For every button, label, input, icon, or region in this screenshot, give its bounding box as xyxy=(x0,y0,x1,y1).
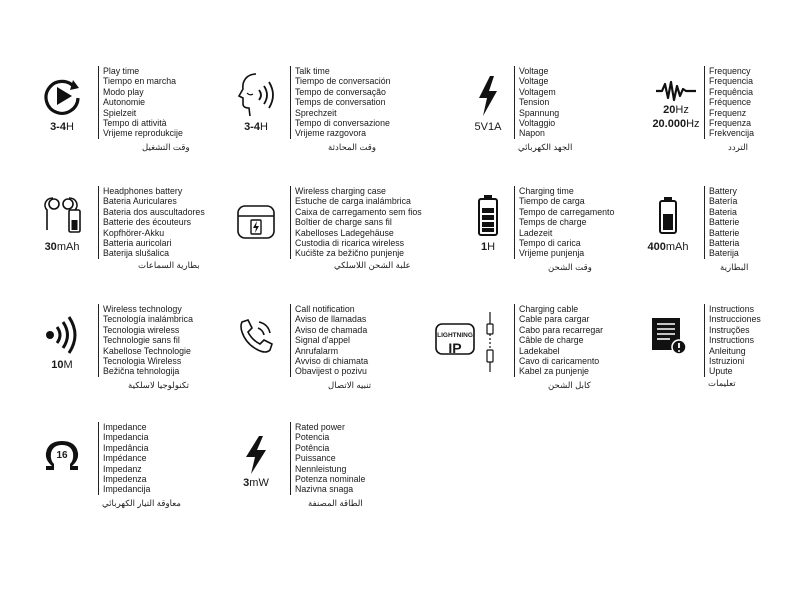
talk-time-labels: Talk time Tiempo de conversación Tempo de conversação Temps de conversation Sprechzeit Tempo di conversazione Vrijeme razgovora xyxy=(290,66,391,139)
play-time-labels: Play time Tiempo en marcha Modo play Autonomie Spielzeit Tempo di attività Vrijeme reprodukcije xyxy=(98,66,183,139)
instructions-arabic: تعليمات xyxy=(708,378,736,388)
wireless-case-arabic: علبة الشحن اللاسلكي xyxy=(334,260,411,270)
omega-icon xyxy=(22,438,102,474)
manual-icon xyxy=(628,316,708,356)
wireless-signal-icon xyxy=(22,316,102,354)
charging-time-arabic: وقت الشحن xyxy=(548,262,592,272)
wireless-tech-value: 10M xyxy=(51,359,73,371)
battery-arabic: البطارية xyxy=(720,262,749,272)
instructions-labels: Instructions Instrucciones Instruções Instructions Anleitung Istruzioni Upute xyxy=(704,304,761,377)
headphones-battery-labels: Headphones battery Bateria Auriculares Bateria dos auscultadores Batterie des écouteurs Kopfhörer-Akku Batteria auricolari Baterija slušalica xyxy=(98,186,205,259)
headphones-battery-value: 30mAh xyxy=(44,241,80,253)
wireless-tech-labels: Wireless technology Tecnología inalámbrica Tecnologia wireless Technologie sans fil Kabellose Technologie Tecnologia Wireless Bežična tehnologija xyxy=(98,304,193,377)
headphones-battery-arabic: بطارية السماعات xyxy=(138,260,200,270)
battery-icon xyxy=(628,196,708,234)
earbuds-icon xyxy=(22,194,102,234)
battery-value: 400mAh xyxy=(647,241,689,253)
lightning-cable-icon xyxy=(432,310,502,374)
voltage-value: 5V1A xyxy=(474,121,502,133)
charging-cable-labels: Charging cable Cable para cargar Cabo para recarregar Câble de charge Ladekabel Cavo di caricamento Kabel za punjenje xyxy=(514,304,603,377)
rated-power-arabic: الطاقة المصنفة xyxy=(308,498,363,508)
charging-time-labels: Charging time Tiempo de carga Tempo de carregamento Temps de charge Ladezeit Tempo di carica Vrijeme punjenja xyxy=(514,186,614,259)
talk-time-value: 3-4H xyxy=(244,121,268,133)
charging-case-icon xyxy=(216,204,296,240)
call-notification-arabic: تنبيه الاتصال xyxy=(328,380,372,390)
impedance-labels: Impedance Impedancia Impedância Impédance Impedanz Impedenza Impedancija xyxy=(98,422,150,495)
play-time-value: 3-4H xyxy=(50,121,74,133)
impedance-arabic: معاوقة التيار الكهربائي xyxy=(102,498,181,508)
rated-power-value: 3mW xyxy=(243,477,269,489)
frequency-value-high: 20.000Hz xyxy=(652,118,700,130)
impedance-icon-label: 16 xyxy=(56,450,68,461)
frequency-arabic: التردد xyxy=(728,142,748,152)
talk-time-arabic: وقت المحادثة xyxy=(328,142,377,152)
ip-badge-label: IP xyxy=(448,340,462,356)
wireless-tech-arabic: تكنولوجيا لاسلكية xyxy=(128,380,190,390)
battery-labels: Battery Batería Bateria Batterie Batterie Batteria Baterija xyxy=(704,186,739,259)
lightning-badge-label: LIGHTNING xyxy=(437,332,473,339)
rated-power-labels: Rated power Potencia Potência Puissance Nennleistung Potenza nominale Nazivna snaga xyxy=(290,422,365,495)
talking-head-icon xyxy=(216,72,296,118)
frequency-value-low: 20Hz xyxy=(663,104,689,116)
play-circle-icon xyxy=(22,76,102,116)
charging-cable-arabic: كابل الشحن xyxy=(548,380,591,390)
charging-time-value: 1H xyxy=(480,241,496,253)
lightning-bolt-icon xyxy=(216,436,296,474)
wireless-case-labels: Wireless charging case Estuche de carga inalámbrica Caixa de carregamento sem fios Boîtier de charge sans fil Kabelloses Ladegehäuse Custodia di ricarica wireless Kućište za bežično punjenje xyxy=(290,186,422,259)
play-time-arabic: وقت التشغيل xyxy=(142,142,190,152)
voltage-labels: Voltage Voltage Voltagem Tension Spannung Voltaggio Napon xyxy=(514,66,559,139)
voltage-arabic: الجهد الكهربائي xyxy=(518,142,573,152)
call-notification-labels: Call notification Aviso de llamadas Aviso de chamada Signal d'appel Anrufalarm Avviso di chiamata Obavijest o pozivu xyxy=(290,304,368,377)
frequency-labels: Frequency Frequencia Frequência Fréquence Frequenz Frequenza Frekvencija xyxy=(704,66,754,139)
phone-ringing-icon xyxy=(216,316,296,356)
